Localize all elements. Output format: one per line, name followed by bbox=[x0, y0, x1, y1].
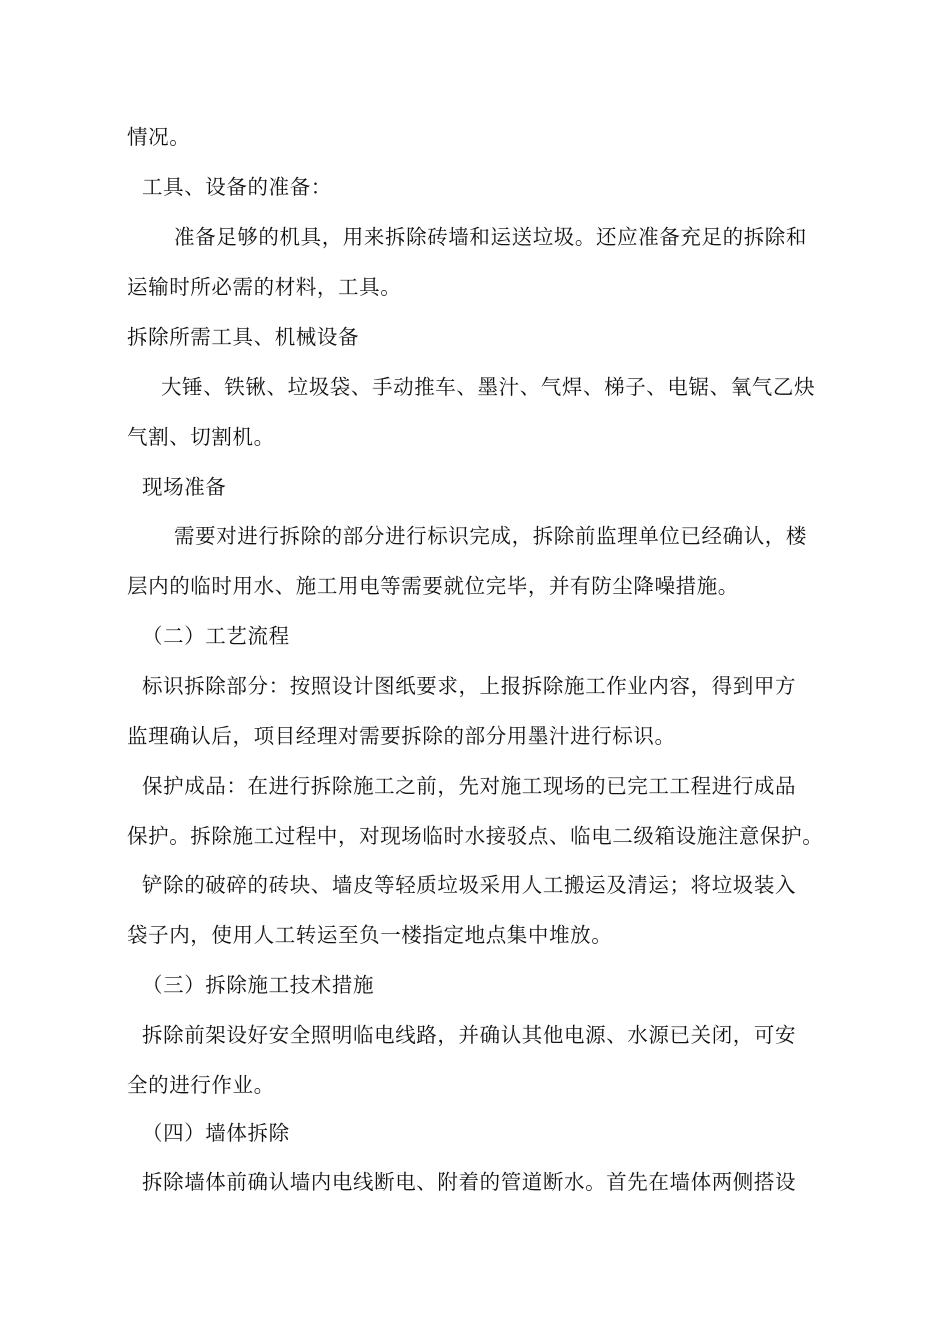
text-line-3: 准备足够的机具，用来拆除砖墙和运送垃圾。还应准备充足的拆除和 bbox=[174, 225, 807, 249]
text-line-16: 铲除的破碎的砖块、墙皮等轻质垃圾采用人工搬运及清运；将垃圾装入 bbox=[142, 873, 797, 897]
text-line-7: 气割、切割机。 bbox=[127, 425, 275, 449]
section-heading-required-tools: 拆除所需工具、机械设备 bbox=[127, 325, 360, 349]
text-line-15: 保护。拆除施工过程中，对现场临时水接驳点、临电二级箱设施注意保护。 bbox=[127, 824, 824, 848]
section-heading-tools-equipment: 工具、设备的准备： bbox=[142, 175, 332, 199]
text-line-14: 保护成品：在进行拆除施工之前，先对施工现场的已完工工程进行成品 bbox=[142, 774, 797, 798]
text-line-1: 情况。 bbox=[127, 125, 191, 149]
section-heading-process-flow: （二）工艺流程 bbox=[142, 624, 290, 648]
text-line-22: 拆除墙体前确认墙内电线断电、附着的管道断水。首先在墙体两侧搭设 bbox=[142, 1170, 797, 1194]
section-heading-wall-demolition: （四）墙体拆除 bbox=[142, 1121, 290, 1145]
text-line-10: 层内的临时用水、施工用电等需要就位完毕，并有防尘降噪措施。 bbox=[127, 574, 739, 598]
text-line-4: 运输时所必需的材料，工具。 bbox=[127, 275, 402, 299]
text-line-12: 标识拆除部分：按照设计图纸要求，上报拆除施工作业内容，得到甲方 bbox=[142, 674, 797, 698]
text-line-6: 大锤、铁锹、垃圾袋、手动推车、墨汁、气焊、梯子、电锯、氧气乙炔 bbox=[161, 375, 816, 399]
text-line-17: 袋子内，使用人工转运至负一楼指定地点集中堆放。 bbox=[127, 923, 613, 947]
section-heading-demolition-measures: （三）拆除施工技术措施 bbox=[142, 973, 375, 997]
text-line-9: 需要对进行拆除的部分进行标识完成，拆除前监理单位已经确认，楼 bbox=[174, 524, 807, 548]
text-line-13: 监理确认后，项目经理对需要拆除的部分用墨汁进行标识。 bbox=[127, 724, 676, 748]
text-line-19: 拆除前架设好安全照明临电线路，并确认其他电源、水源已关闭，可安 bbox=[142, 1023, 797, 1047]
section-heading-site-prep: 现场准备 bbox=[142, 475, 227, 499]
text-line-20: 全的进行作业。 bbox=[127, 1073, 275, 1097]
